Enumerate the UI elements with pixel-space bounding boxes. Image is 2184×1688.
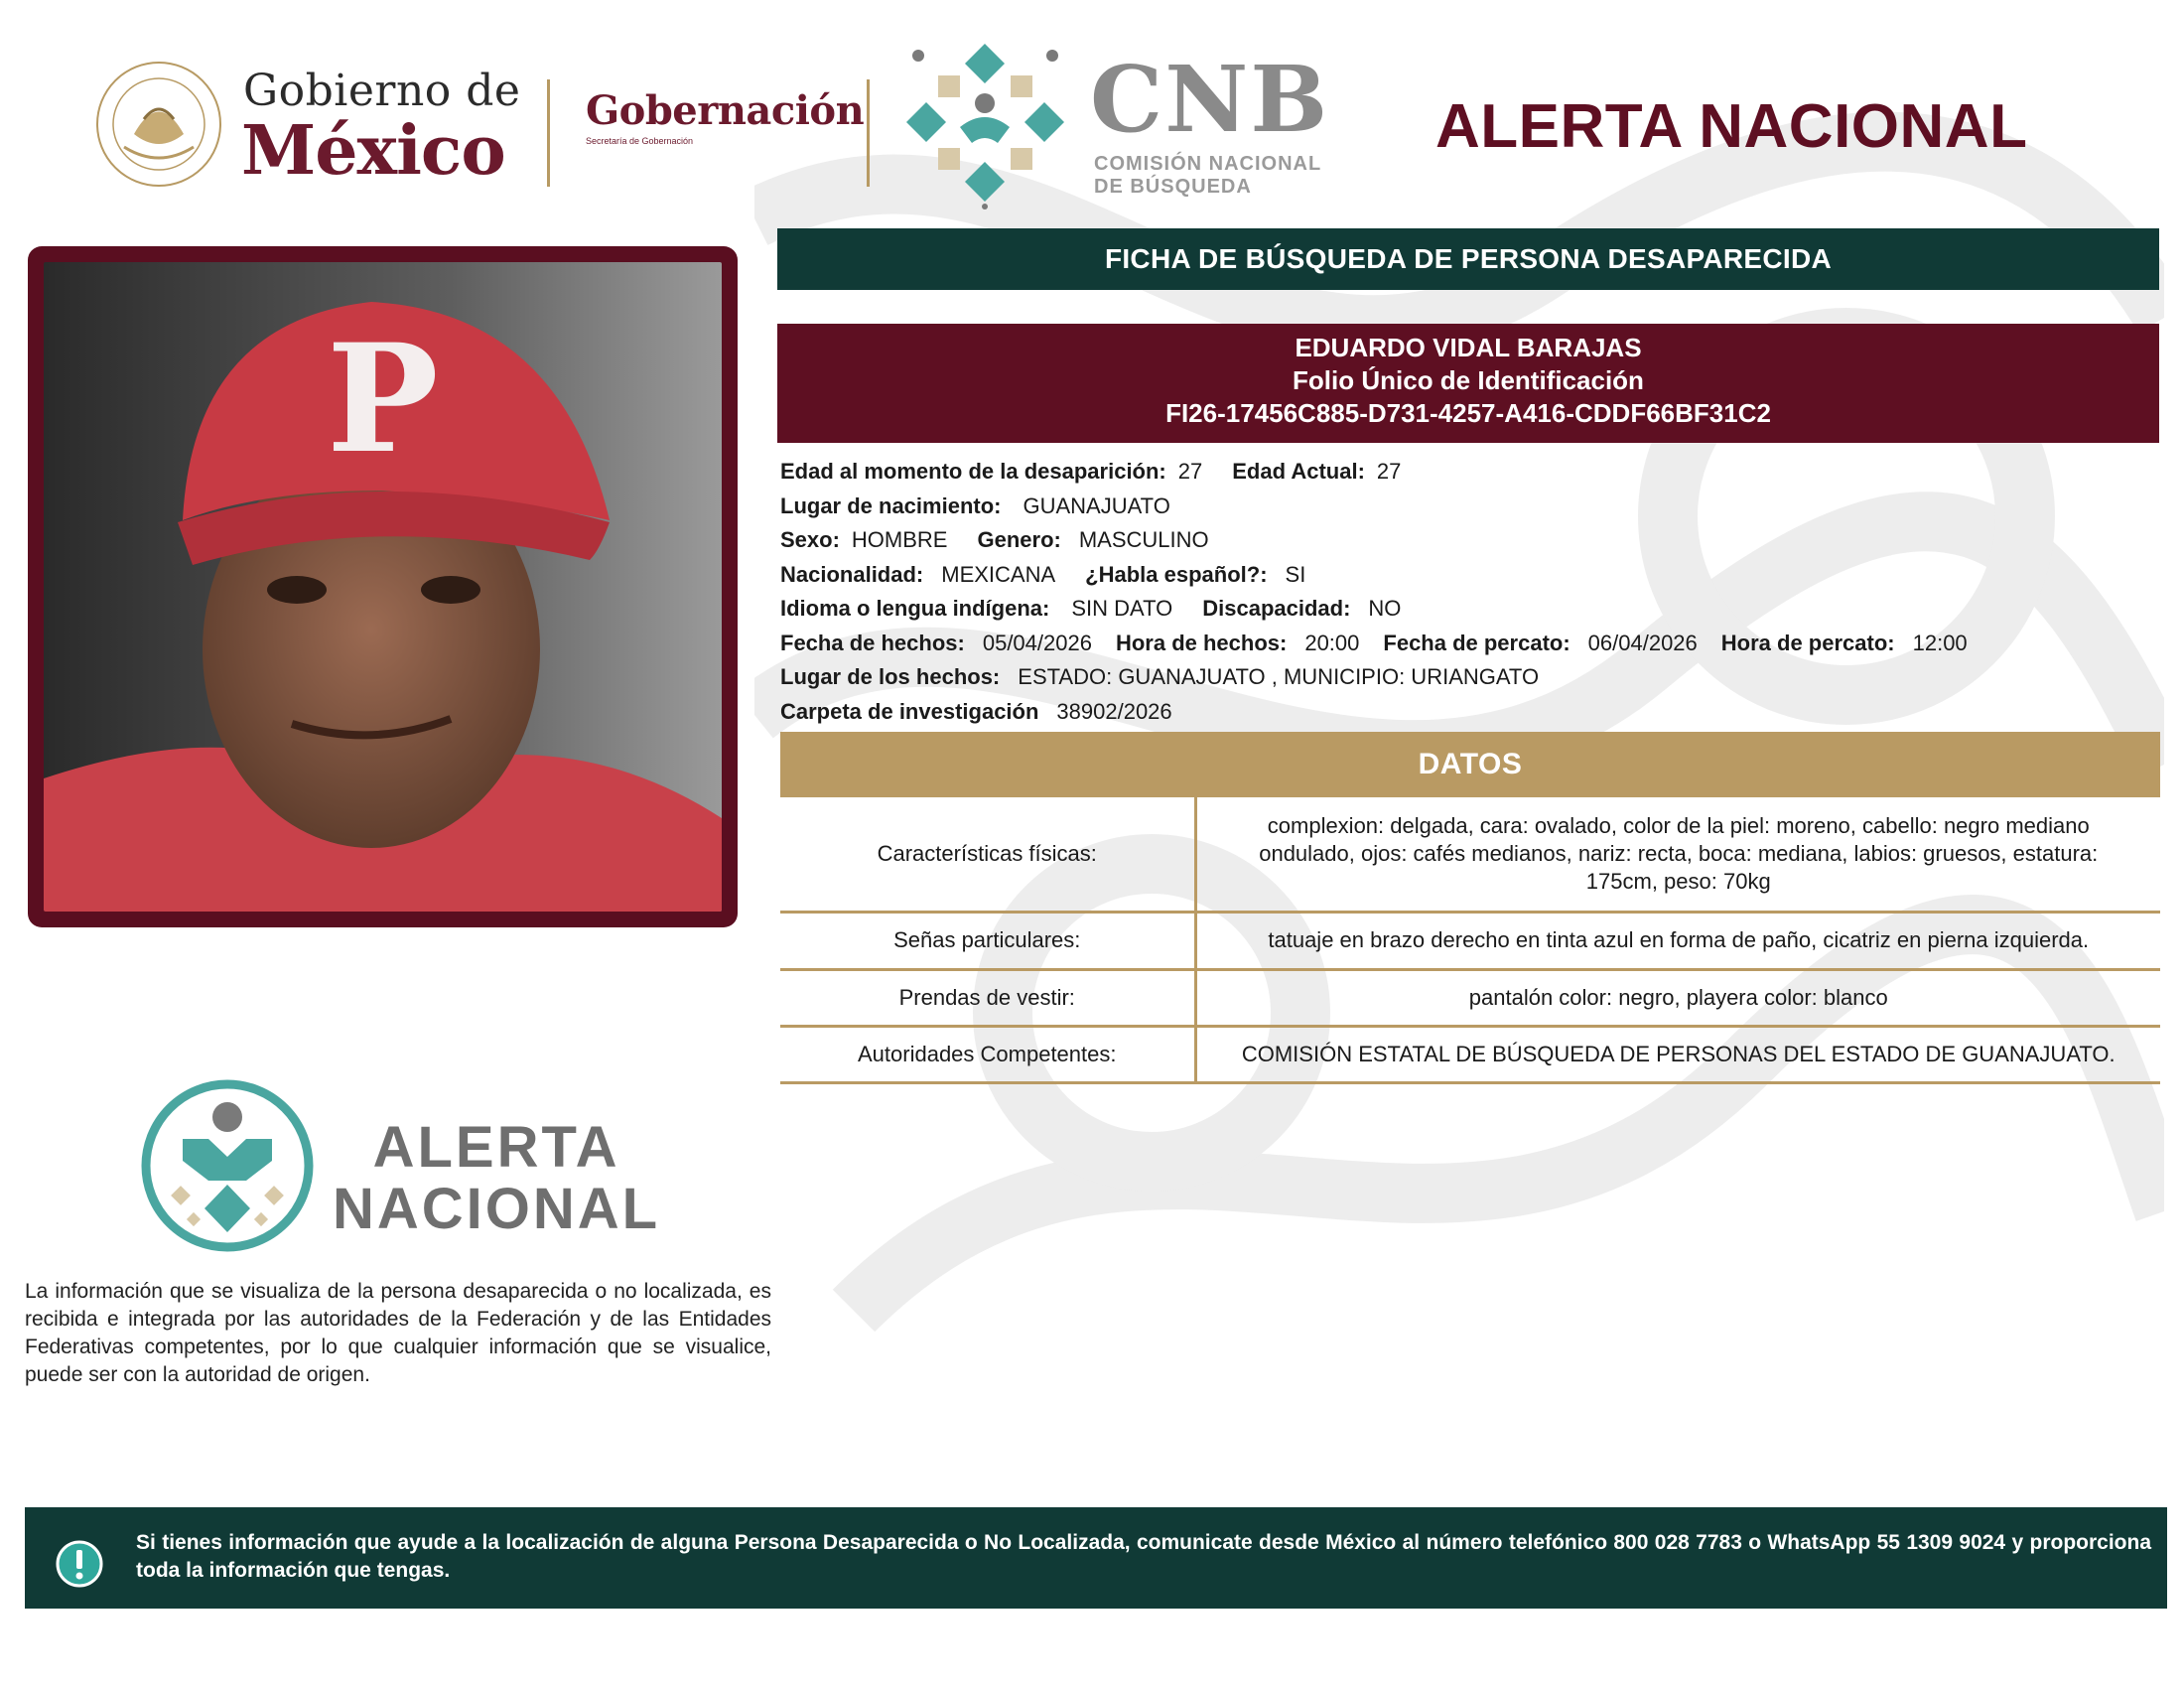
gobernacion-title: Gobernación xyxy=(586,87,865,134)
cnb-subtitle-line1: COMISIÓN NACIONAL xyxy=(1094,153,1322,175)
info-row-idioma xyxy=(780,592,1968,627)
info-row-lugar-hechos xyxy=(780,660,1968,695)
hora-percato-value: 12:00 xyxy=(1912,630,1968,655)
autoridades-value: COMISIÓN ESTATAL DE BÚSQUEDA DE PERSONAS DEL ESTADO DE GUANAJUATO. xyxy=(1195,1026,2160,1082)
habla-espanol-value: SI xyxy=(1285,561,1306,587)
person-name-block xyxy=(777,324,2159,443)
nacionalidad-label: Nacionalidad: xyxy=(780,561,924,587)
senas-label: Señas particulares: xyxy=(780,912,1195,969)
nacionalidad-value: MEXICANA xyxy=(941,561,1056,587)
idioma-label: Idioma o lengua indígena: xyxy=(780,596,1050,621)
photo-frame xyxy=(28,246,738,927)
gobierno-text: Gobierno de xyxy=(243,66,521,116)
discapacidad-value: NO xyxy=(1368,596,1402,621)
hora-hechos-value: 20:00 xyxy=(1304,630,1360,655)
caracteristicas-label: Características físicas: xyxy=(780,797,1195,912)
lugar-nacimiento-label: Lugar de nacimiento: xyxy=(780,492,1002,518)
lugar-hechos-label: Lugar de los hechos: xyxy=(780,664,1001,689)
cnb-emblem-icon xyxy=(898,36,1072,210)
svg-text:P: P xyxy=(327,312,439,487)
sexo-label: Sexo: xyxy=(780,527,840,552)
alerta-logo-text xyxy=(333,1117,660,1240)
missing-person-photo xyxy=(44,262,722,912)
mexico-text: México xyxy=(241,111,505,191)
alerta-logo-line2: NACIONAL xyxy=(333,1177,661,1241)
sexo-value: HOMBRE xyxy=(851,527,948,552)
info-row-sexo xyxy=(780,523,1968,558)
folio-value: FI26-17456C885-D731-4257-A416-CDDF66BF31C2 xyxy=(1165,398,1771,428)
info-row-nacionalidad xyxy=(780,558,1968,593)
exclamation-icon xyxy=(55,1539,104,1589)
gobierno-de-mexico-logo xyxy=(94,60,531,194)
alerta-emblem-icon xyxy=(139,1077,316,1254)
person-info xyxy=(780,455,1968,729)
fecha-percato-label: Fecha de percato: xyxy=(1383,630,1570,655)
table-row xyxy=(780,969,2160,1026)
prendas-value: pantalón color: negro, playera color: blanco xyxy=(1195,969,2160,1026)
prendas-label: Prendas de vestir: xyxy=(780,969,1195,1026)
idioma-value: SIN DATO xyxy=(1071,596,1173,621)
carpeta-label: Carpeta de investigación xyxy=(780,698,1039,724)
header-divider xyxy=(547,79,550,187)
carpeta-value: 38902/2026 xyxy=(1056,698,1172,724)
info-row-nacimiento xyxy=(780,490,1968,524)
edad-desaparicion-label: Edad al momento de la desaparición: xyxy=(780,459,1166,484)
datos-table xyxy=(780,797,2160,1084)
senas-value: tatuaje en brazo derecho en tinta azul en forma de paño, cicatriz en pierna izquierda. xyxy=(1195,912,2160,969)
edad-actual-label: Edad Actual: xyxy=(1232,459,1365,484)
fecha-percato-value: 06/04/2026 xyxy=(1587,630,1698,655)
person-name: EDUARDO VIDAL BARAJAS xyxy=(1295,333,1642,362)
mexican-seal-icon xyxy=(94,60,223,189)
genero-label: Genero: xyxy=(977,527,1061,552)
lugar-hechos-value: ESTADO: GUANAJUATO , MUNICIPIO: URIANGATO xyxy=(1018,664,1540,689)
info-row-edad xyxy=(780,455,1968,490)
hora-percato-label: Hora de percato: xyxy=(1720,630,1895,655)
edad-actual-value: 27 xyxy=(1376,459,1402,484)
datos-header: DATOS xyxy=(780,732,2160,797)
ficha-title-bar: FICHA DE BÚSQUEDA DE PERSONA DESAPARECIDA xyxy=(777,228,2159,290)
genero-value: MASCULINO xyxy=(1078,527,1209,552)
fecha-hechos-label: Fecha de hechos: xyxy=(780,630,965,655)
edad-desaparicion-value: 27 xyxy=(1177,459,1203,484)
table-row xyxy=(780,1026,2160,1082)
autoridades-label: Autoridades Competentes: xyxy=(780,1026,1195,1082)
table-row xyxy=(780,912,2160,969)
fecha-hechos-value: 05/04/2026 xyxy=(982,630,1092,655)
folio-label: Folio Único de Identificación xyxy=(1293,365,1644,395)
info-row-carpeta xyxy=(780,695,1968,730)
habla-espanol-label: ¿Habla español?: xyxy=(1085,561,1268,587)
gobernacion-logo xyxy=(586,87,865,146)
cnb-title: CNB xyxy=(1090,46,1330,153)
gobernacion-subtitle: Secretaría de Gobernación xyxy=(586,136,694,146)
footer-banner xyxy=(25,1507,2167,1609)
hora-hechos-label: Hora de hechos: xyxy=(1115,630,1288,655)
discapacidad-label: Discapacidad: xyxy=(1202,596,1351,621)
header-divider xyxy=(867,79,870,187)
lugar-nacimiento-value: GUANAJUATO xyxy=(1023,492,1170,518)
alerta-logo-line1: ALERTA xyxy=(372,1115,620,1180)
cnb-subtitle-line2: DE BÚSQUEDA xyxy=(1094,176,1252,198)
alerta-nacional-logo xyxy=(139,1077,675,1256)
alerta-nacional-heading: ALERTA NACIONAL xyxy=(1435,92,2028,161)
table-row xyxy=(780,797,2160,912)
caracteristicas-value: complexion: delgada, cara: ovalado, color de la piel: moreno, cabello: negro mediano ondulado, ojos: cafés medianos, nariz: recta, boca: mediana, labios: gruesos, estatura: 175cm, peso: 70kg xyxy=(1195,797,2160,912)
info-row-fechas xyxy=(780,627,1968,661)
cnb-subtitle xyxy=(1094,153,1321,199)
disclaimer-text: La información que se visualiza de la persona desaparecida o no localizada, es recibida e integrada por las autoridades de la Federación y de las Entidades Federativas competentes, por lo que cualquier información que se visualice, puede ser con la autoridad de origen. xyxy=(25,1280,771,1386)
footer-text: Si tienes información que ayude a la localización de alguna Persona Desaparecida o No Localizada, comunicate desde México al número telefónico 800 028 7783 o WhatsApp 55 1309 9024 y proporciona toda la información que tengas. xyxy=(136,1531,2151,1582)
